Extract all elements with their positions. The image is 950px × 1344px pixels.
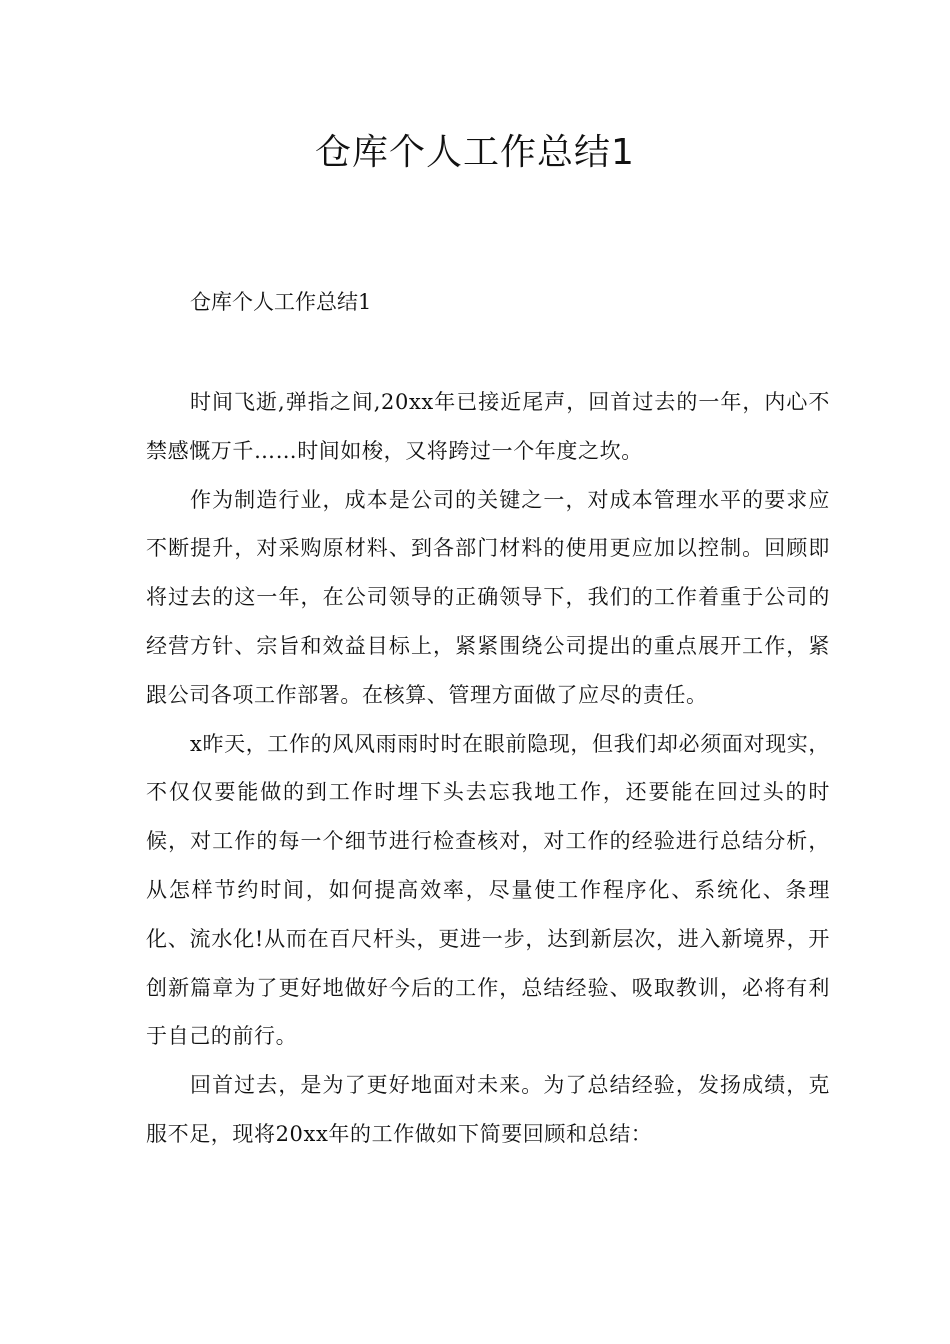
paragraph-summary-intro: 回首过去，是为了更好地面对未来。为了总结经验，发扬成绩，克服不足，现将20xx年的工作做如下简要回顾和总结： xyxy=(146,1073,830,1146)
paragraph-cost-management: 作为制造行业，成本是公司的关键之一，对成本管理水平的要求应不断提升，对采购原材料、到各部门材料的使用更应加以控制。回顾即将过去的这一年，在公司领导的正确领导下，我们的工作着重于公司的经营方针、宗旨和效益目标上，紧紧围绕公司提出的重点展开工作，紧跟公司各项工作部署。在核算、管理方面做了应尽的责任。 xyxy=(146,487,830,707)
document-subtitle: 仓库个人工作总结1 xyxy=(190,290,372,314)
document-body xyxy=(146,378,830,1159)
paragraph-intro: 时间飞逝,弹指之间,20xx年已接近尾声，回首过去的一年，内心不禁感慨万千……时间如梭，又将跨过一个年度之坎。 xyxy=(146,390,830,463)
document-title: 仓库个人工作总结1 xyxy=(315,132,635,173)
paragraph-reflection: x昨天，工作的风风雨雨时时在眼前隐现，但我们却必须面对现实，不仅仅要能做的到工作时埋下头去忘我地工作，还要能在回过头的时候，对工作的每一个细节进行检查核对，对工作的经验进行总结分析，从怎样节约时间，如何提高效率，尽量使工作程序化、系统化、条理化、流水化!从而在百尺杆头，更进一步，达到新层次，进入新境界，开创新篇章为了更好地做好今后的工作，总结经验、吸取教训，必将有利于自己的前行。 xyxy=(146,731,830,1049)
